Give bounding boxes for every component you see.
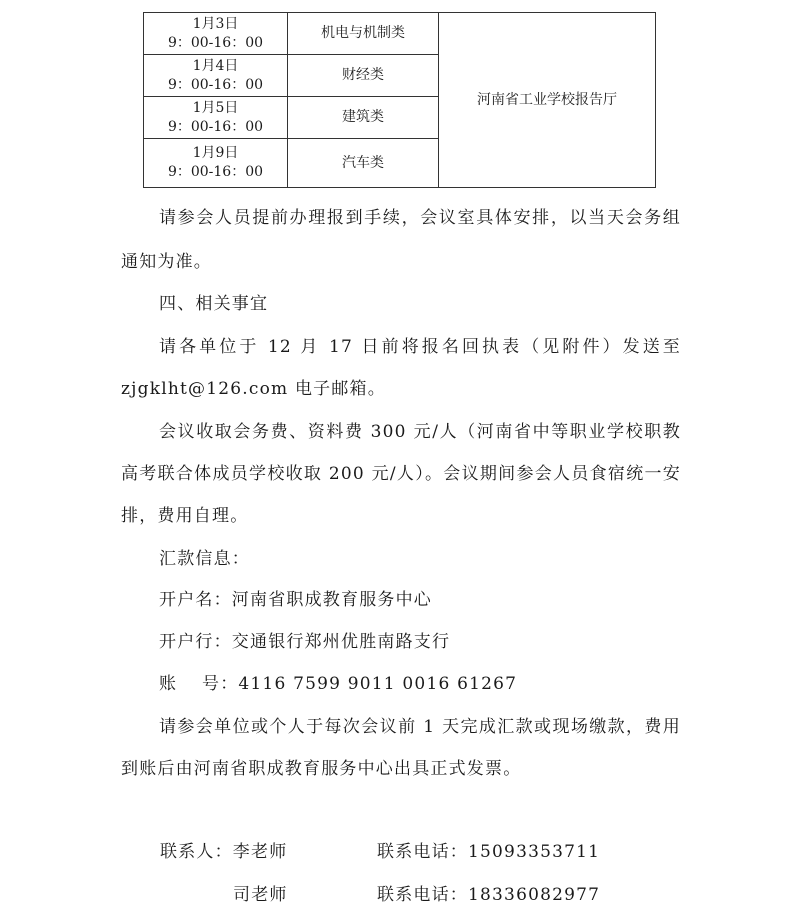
account-number: 账 号：4116 7599 9011 0016 61267 xyxy=(159,674,518,694)
section-heading: 四、相关事宜 xyxy=(159,294,269,314)
fee-line-3: 排，费用自理。 xyxy=(121,506,249,526)
contact-person-1: 联系人：李老师 xyxy=(160,842,288,862)
date-text: 1月5日 xyxy=(192,99,239,116)
table-row xyxy=(144,13,656,55)
account-name: 开户名：河南省职成教育服务中心 xyxy=(159,590,432,610)
contact-phone-1: 联系电话：15093353711 xyxy=(377,842,601,862)
contact-phone-2: 联系电话：18336082977 xyxy=(377,885,601,905)
time-text: 9：00-16：00 xyxy=(167,118,264,135)
category-cell: 建筑类 xyxy=(288,97,439,139)
register-line-2: zjgklht@126.com 电子邮箱。 xyxy=(121,379,386,399)
date-cell xyxy=(144,13,288,55)
date-cell xyxy=(144,139,288,188)
time-text: 9：00-16：00 xyxy=(167,76,264,93)
register-line-1: 请各单位于 12 月 17 日前将报名回执表（见附件）发送至 xyxy=(159,337,681,357)
category-cell: 汽车类 xyxy=(288,139,439,188)
checkin-line-1: 请参会人员提前办理报到手续，会议室具体安排，以当天会务组 xyxy=(159,208,681,228)
payment-line-2: 到账后由河南省职成教育服务中心出具正式发票。 xyxy=(121,759,522,779)
payment-line-1: 请参会单位或个人于每次会议前 1 天完成汇款或现场缴款，费用 xyxy=(159,717,681,737)
remit-title: 汇款信息： xyxy=(159,549,250,569)
date-cell xyxy=(144,97,288,139)
date-text: 1月4日 xyxy=(192,57,239,74)
bank-name: 开户行：交通银行郑州优胜南路支行 xyxy=(159,632,451,652)
fee-line-2: 高考联合体成员学校收取 200 元/人）。会议期间参会人员食宿统一安 xyxy=(121,464,681,484)
contact-person-2: 司老师 xyxy=(233,885,288,905)
fee-line-1: 会议收取会务费、资料费 300 元/人（河南省中等职业学校职教 xyxy=(159,422,681,442)
date-text: 1月9日 xyxy=(192,145,239,161)
category-cell: 机电与机制类 xyxy=(288,13,439,55)
checkin-line-2: 通知为准。 xyxy=(121,252,212,272)
date-cell xyxy=(144,55,288,97)
date-text: 1月3日 xyxy=(192,15,239,32)
category-cell: 财经类 xyxy=(288,55,439,97)
venue-cell: 河南省工业学校报告厅 xyxy=(439,13,656,188)
time-text: 9：00-16：00 xyxy=(167,164,264,180)
time-text: 9：00-16：00 xyxy=(167,34,264,51)
schedule-table xyxy=(143,12,656,188)
